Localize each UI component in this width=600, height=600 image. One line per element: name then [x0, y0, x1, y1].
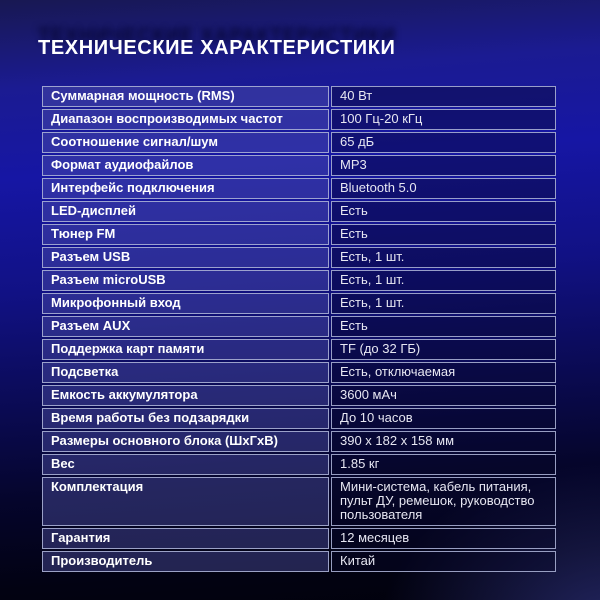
spec-value: 3600 мАч: [331, 385, 556, 406]
table-row: [42, 385, 556, 406]
spec-label: LED-дисплей: [42, 201, 329, 222]
table-row: [42, 270, 556, 291]
spec-value: 100 Гц-20 кГц: [331, 109, 556, 130]
table-row: [42, 454, 556, 475]
spec-label: Размеры основного блока (ШхГхВ): [42, 431, 329, 452]
spec-value: 12 месяцев: [331, 528, 556, 549]
spec-label: Разъем USB: [42, 247, 329, 268]
spec-value: Есть, отключаемая: [331, 362, 556, 383]
spec-value: 1.85 кг: [331, 454, 556, 475]
table-row: [42, 178, 556, 199]
table-row: [42, 224, 556, 245]
spec-label: Диапазон воспроизводимых частот: [42, 109, 329, 130]
spec-value: Есть: [331, 224, 556, 245]
spec-value: Есть: [331, 316, 556, 337]
table-row: [42, 477, 556, 526]
spec-value: TF (до 32 ГБ): [331, 339, 556, 360]
spec-label: Соотношение сигнал/шум: [42, 132, 329, 153]
table-row: [42, 155, 556, 176]
table-row: [42, 132, 556, 153]
spec-label: Производитель: [42, 551, 329, 572]
spec-value: 65 дБ: [331, 132, 556, 153]
spec-label: Комплектация: [42, 477, 329, 526]
table-row: [42, 551, 556, 572]
spec-label: Формат аудиофайлов: [42, 155, 329, 176]
spec-label: Емкость аккумулятора: [42, 385, 329, 406]
spec-value: 40 Вт: [331, 86, 556, 107]
spec-label: Гарантия: [42, 528, 329, 549]
spec-label: Вес: [42, 454, 329, 475]
spec-value: Мини-система, кабель питания, пульт ДУ, ремешок, руководство пользователя: [331, 477, 556, 526]
table-row: [42, 362, 556, 383]
spec-value: До 10 часов: [331, 408, 556, 429]
spec-table: [40, 84, 558, 574]
table-row: [42, 86, 556, 107]
spec-label: Интерфейс подключения: [42, 178, 329, 199]
spec-label: Время работы без подзарядки: [42, 408, 329, 429]
spec-label: Подсветка: [42, 362, 329, 383]
spec-value: Есть, 1 шт.: [331, 270, 556, 291]
spec-label: Суммарная мощность (RMS): [42, 86, 329, 107]
spec-label: Поддержка карт памяти: [42, 339, 329, 360]
table-row: [42, 316, 556, 337]
table-row: [42, 109, 556, 130]
spec-value: Есть: [331, 201, 556, 222]
table-row: [42, 528, 556, 549]
table-row: [42, 431, 556, 452]
spec-value: Bluetooth 5.0: [331, 178, 556, 199]
table-row: [42, 201, 556, 222]
table-row: [42, 339, 556, 360]
page-title: ТЕХНИЧЕСКИЕ ХАРАКТЕРИСТИКИ: [38, 37, 396, 59]
table-row: [42, 247, 556, 268]
spec-label: Тюнер FM: [42, 224, 329, 245]
spec-label: Микрофонный вход: [42, 293, 329, 314]
spec-value: Есть, 1 шт.: [331, 293, 556, 314]
spec-label: Разъем AUX: [42, 316, 329, 337]
spec-value: Есть, 1 шт.: [331, 247, 556, 268]
table-row: [42, 293, 556, 314]
spec-value: Китай: [331, 551, 556, 572]
spec-value: 390 x 182 x 158 мм: [331, 431, 556, 452]
table-row: [42, 408, 556, 429]
spec-value: MP3: [331, 155, 556, 176]
spec-label: Разъем microUSB: [42, 270, 329, 291]
